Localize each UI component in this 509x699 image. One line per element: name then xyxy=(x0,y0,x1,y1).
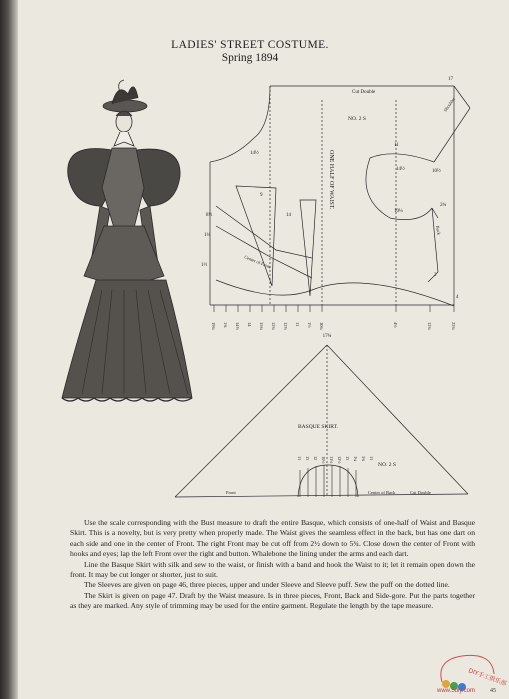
instruction-paragraph: Line the Basque Skirt with silk and sew to the waist, or finish with a band and hook the Waist to it; let it remain open down the front. It may be cut longer or shorter, just to suit. xyxy=(70,559,475,580)
svg-text:10¾: 10¾ xyxy=(319,322,324,330)
skirt-front-label: Front xyxy=(226,490,236,495)
svg-text:2¾: 2¾ xyxy=(440,203,447,208)
back-label: Back xyxy=(435,225,442,236)
svg-text:1¾: 1¾ xyxy=(223,322,228,328)
svg-text:11½: 11½ xyxy=(329,456,334,464)
svg-text:14½: 14½ xyxy=(235,322,240,330)
svg-text:15¼: 15¼ xyxy=(259,322,264,330)
skirt-center-back-label: Center of Back xyxy=(368,490,396,495)
svg-text:10½: 10½ xyxy=(432,169,441,174)
svg-text:14½: 14½ xyxy=(396,167,405,172)
watermark-brand: DIY手工俱乐部 xyxy=(467,667,508,688)
waist-right-marks xyxy=(394,77,459,300)
svg-text:4½: 4½ xyxy=(393,322,398,328)
svg-text:12½: 12½ xyxy=(283,322,288,330)
svg-text:10¼: 10¼ xyxy=(394,209,403,214)
svg-text:14: 14 xyxy=(247,322,252,327)
watermark-url: www.5diy.com xyxy=(437,688,475,694)
svg-text:22¾: 22¾ xyxy=(451,322,456,330)
svg-text:10½: 10½ xyxy=(321,456,326,464)
svg-text:1½: 1½ xyxy=(201,263,208,268)
skirt-marks xyxy=(297,456,374,464)
svg-text:19¾: 19¾ xyxy=(211,322,216,330)
svg-text:14½: 14½ xyxy=(250,151,259,156)
svg-text:11: 11 xyxy=(394,143,399,148)
skirt-top-mark: 17¾ xyxy=(322,334,332,339)
waist-bottom-marks xyxy=(211,322,456,331)
svg-text:1¼: 1¼ xyxy=(204,233,211,238)
waist-pattern xyxy=(210,86,470,312)
svg-text:11: 11 xyxy=(369,456,374,461)
waist-one-half-label: ONE HALF OF WAIST. xyxy=(328,150,334,210)
svg-text:12½: 12½ xyxy=(337,456,342,464)
svg-text:12: 12 xyxy=(313,456,318,461)
instruction-paragraph: Use the scale corresponding with the Bust measure to draft the entire Basque, which consists of one-half of Waist and Basque Skirt. This is a novelty, but is very pretty when properly made. The Waist gives the seamless effect in the back, but has one dart on each side and one in the center of Front. The right Front may be cut off from 2½ down to 5¾. Close down the center of Front with hooks and eyes; lap the left Front over the right and button. Whalebone the lining under the arms and each dart. xyxy=(70,518,475,559)
svg-text:17: 17 xyxy=(448,77,453,82)
page-subtitle: Spring 1894 xyxy=(221,52,279,64)
svg-text:11: 11 xyxy=(295,322,300,327)
basque-skirt-pattern xyxy=(175,345,468,497)
instruction-paragraph: The Skirt is given on page 47. Draft by the Waist measure. Is in three pieces, Front, Back and Side-gore. Put the parts together as they are marked. Any style of trimming may be used for the entire garment. Regulate the length by the tape measure. xyxy=(70,590,475,611)
svg-text:11: 11 xyxy=(297,456,302,461)
page-title: LADIES' STREET COSTUME. xyxy=(171,39,329,51)
svg-text:3¾: 3¾ xyxy=(361,456,366,462)
svg-text:13: 13 xyxy=(305,456,310,461)
svg-text:2: 2 xyxy=(434,273,437,278)
skirt-piece-number: NO. 2 S xyxy=(378,462,396,468)
svg-text:9: 9 xyxy=(260,193,263,198)
center-front-label: Center of Front xyxy=(243,254,272,270)
costume-illustration xyxy=(62,80,192,401)
instructions-text xyxy=(70,518,475,612)
svg-text:13: 13 xyxy=(345,456,350,461)
waist-cut-double-label: Cut Double xyxy=(352,90,376,95)
svg-text:12¾: 12¾ xyxy=(271,322,276,330)
shoulder-label: Shoulder xyxy=(442,96,457,113)
instruction-paragraph: The Sleeves are given on page 46, three pieces, upper and under Sleeve and Sleeve puff. Sew the puff on the dotted line. xyxy=(84,580,450,590)
svg-text:14: 14 xyxy=(286,213,291,218)
svg-text:1¼: 1¼ xyxy=(353,456,358,462)
svg-text:4: 4 xyxy=(456,295,459,300)
basque-skirt-title: BASQUE SKIRT. xyxy=(298,424,338,430)
svg-text:8½: 8½ xyxy=(206,213,213,218)
waist-piece-number: NO. 2 S xyxy=(348,116,366,122)
skirt-cut-double-label: Cut Double xyxy=(410,490,431,495)
page-number: 45 xyxy=(490,688,496,694)
svg-text:12¾: 12¾ xyxy=(427,322,432,330)
svg-text:1½: 1½ xyxy=(307,322,312,328)
